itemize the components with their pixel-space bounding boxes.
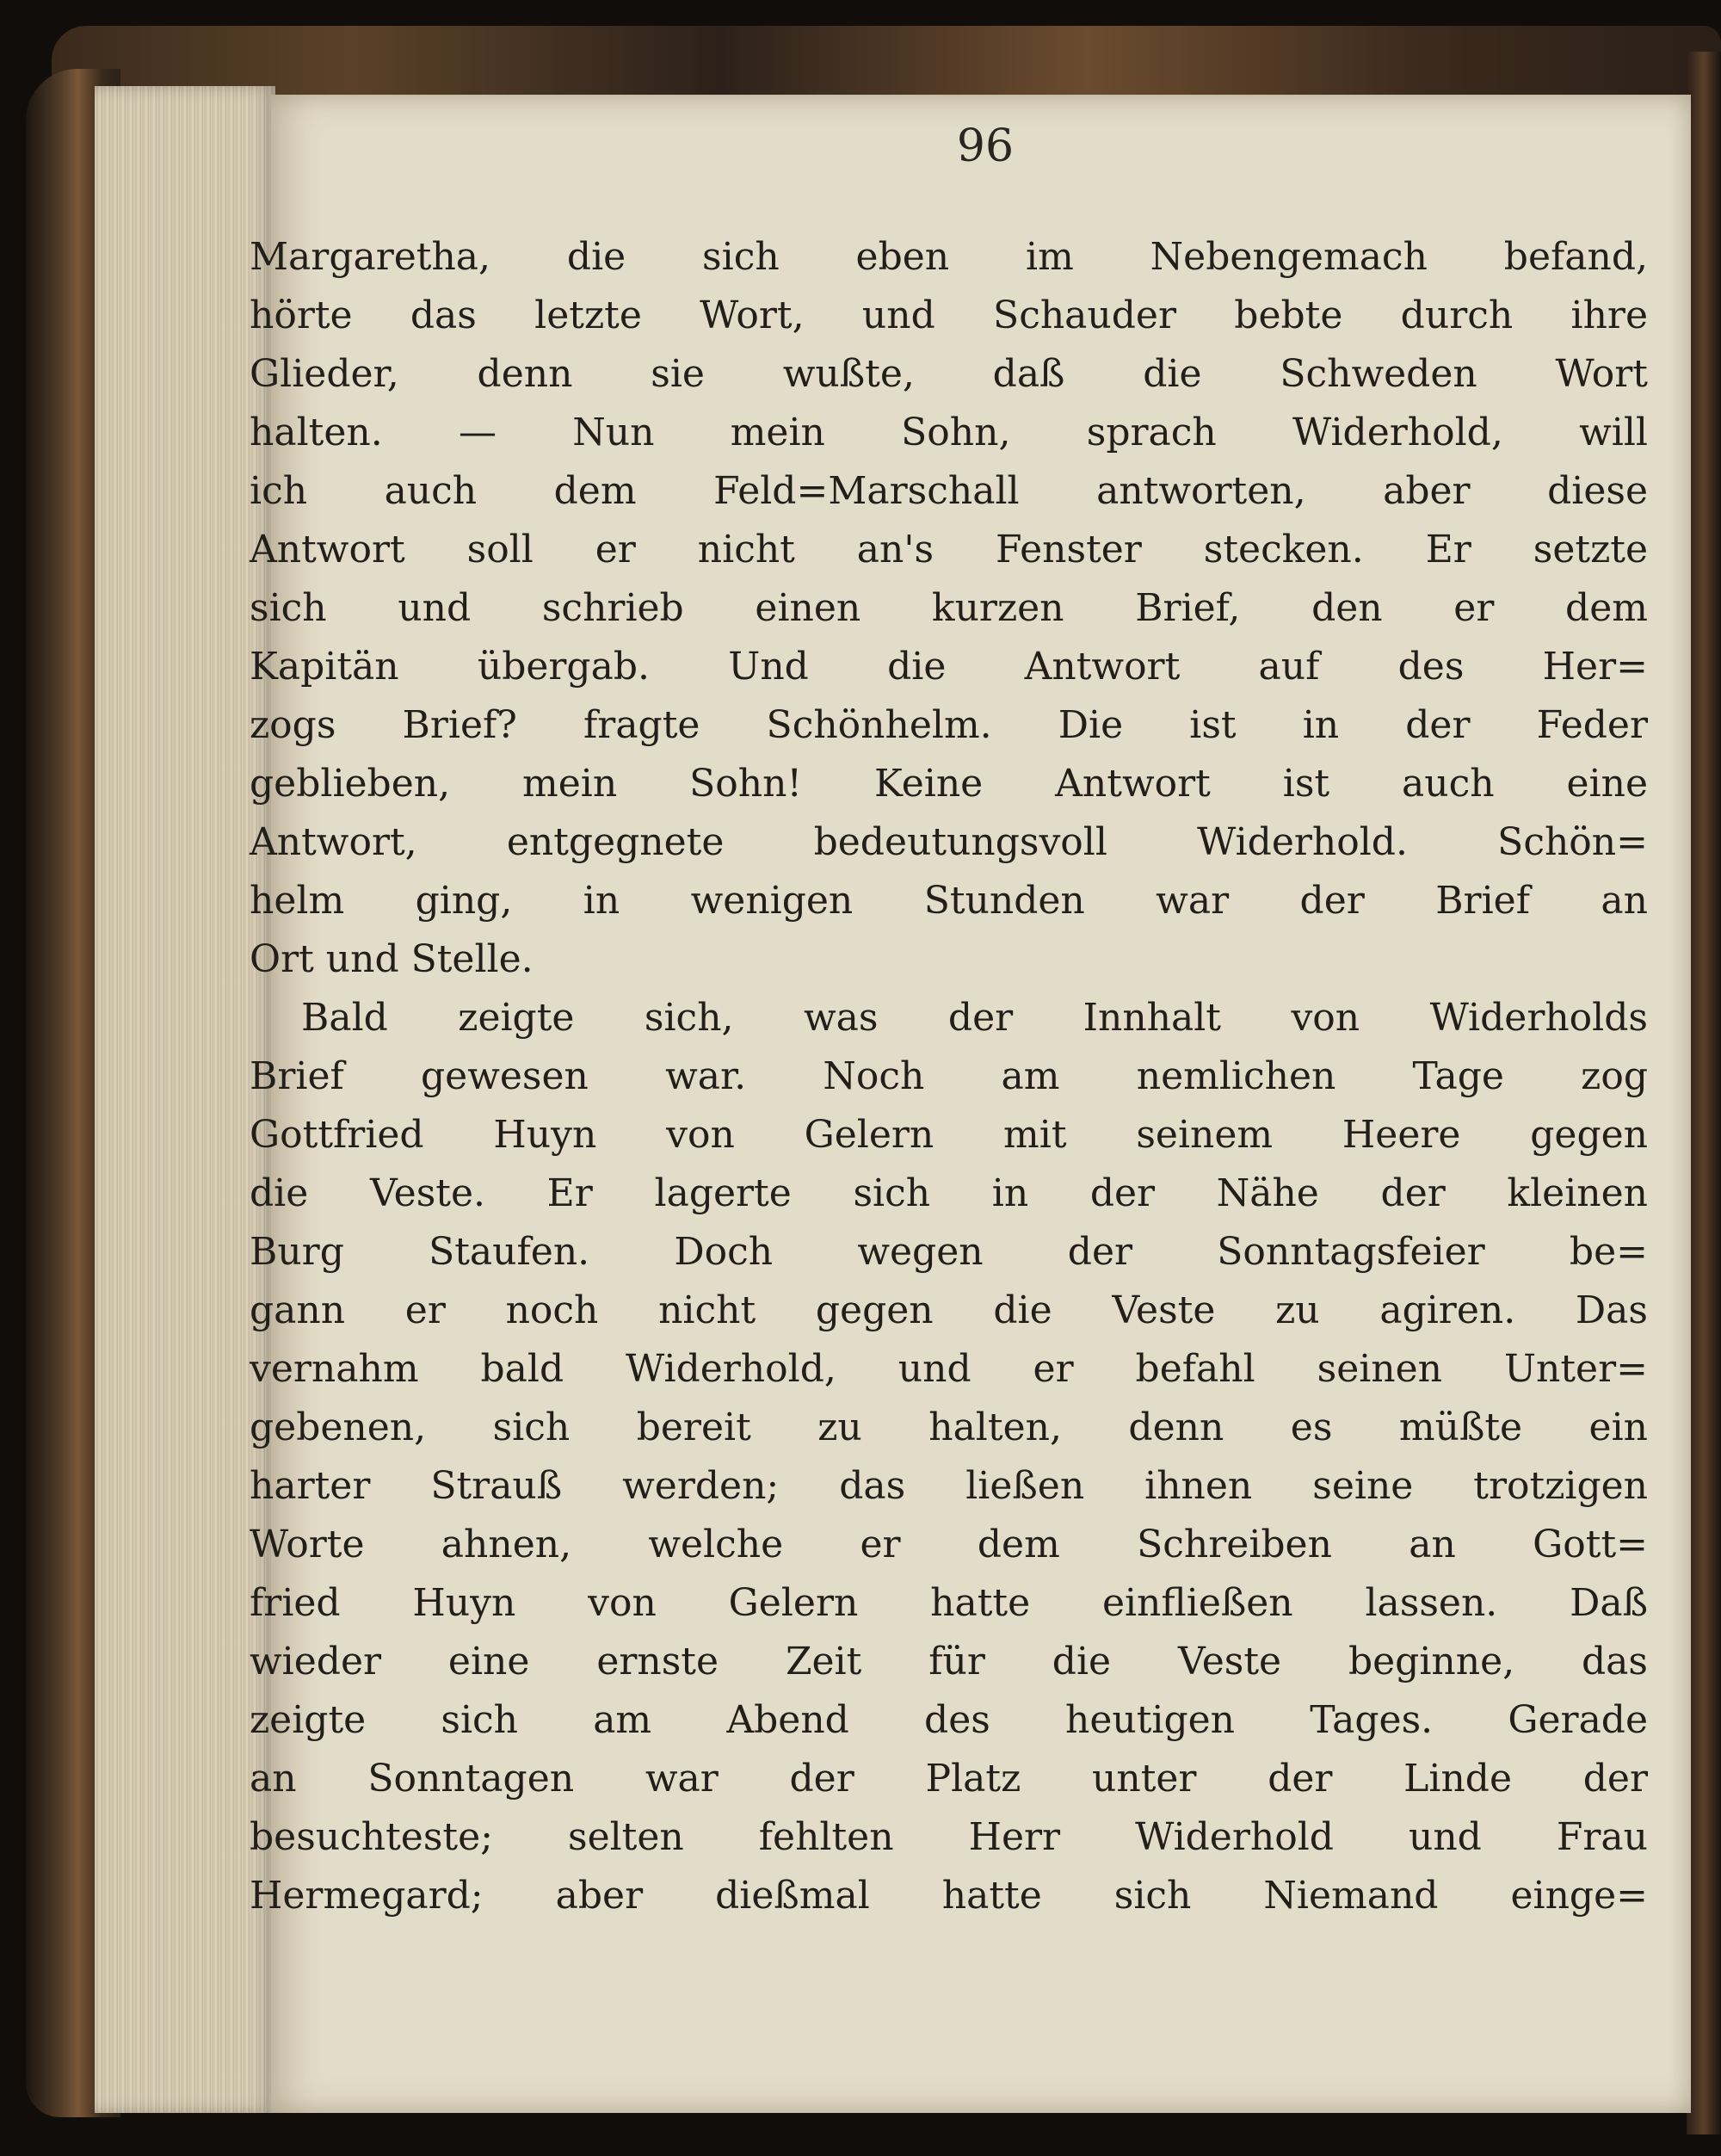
text-line: gebenen, sich bereit zu halten, denn es müßte ein — [250, 1405, 1648, 1449]
page-edges — [95, 86, 275, 2113]
text-line: Glieder, denn sie wußte, daß die Schweden Wort — [250, 352, 1648, 396]
text-line: die Veste. Er lagerte sich in der Nähe der kleinen — [250, 1171, 1648, 1215]
text-line: besuchteste; selten fehlten Herr Widerhold und Frau — [250, 1815, 1648, 1859]
text-line: ich auch dem Feld=Marschall antworten, aber diese — [250, 469, 1648, 513]
text-line: helm ging, in wenigen Stunden war der Brief an — [250, 879, 1648, 923]
text-line: Brief gewesen war. Noch am nemlichen Tage zog — [250, 1054, 1648, 1098]
text-line: Kapitän übergab. Und die Antwort auf des Her= — [250, 645, 1648, 689]
text-line: Gottfried Huyn von Gelern mit seinem Heere gegen — [250, 1113, 1648, 1157]
text-line: halten. — Nun mein Sohn, sprach Widerhold, will — [250, 411, 1648, 454]
text-line: Bald zeigte sich, was der Innhalt von Widerholds — [301, 996, 1648, 1040]
text-line: harter Strauß werden; das ließen ihnen seine trotzigen — [250, 1464, 1648, 1508]
text-line: Margaretha, die sich eben im Nebengemach befand, — [250, 235, 1648, 279]
text-line: sich und schrieb einen kurzen Brief, den er dem — [250, 586, 1648, 630]
text-line: zogs Brief? fragte Schönhelm. Die ist in der Feder — [250, 703, 1648, 747]
text-line: gann er noch nicht gegen die Veste zu agiren. Das — [250, 1288, 1648, 1332]
text-line: Ort und Stelle. — [250, 937, 534, 981]
text-line: an Sonntagen war der Platz unter der Linde der — [250, 1757, 1648, 1801]
book-cover-edge — [1687, 52, 1721, 2134]
page-number: 96 — [956, 120, 1015, 172]
text-line: hörte das letzte Wort, und Schauder bebte durch ihre — [250, 293, 1648, 337]
text-line: Hermegard; aber dießmal hatte sich Niemand einge= — [250, 1874, 1648, 1918]
text-line: geblieben, mein Sohn! Keine Antwort ist auch eine — [250, 762, 1648, 806]
page-text — [250, 228, 1648, 1925]
text-line: Antwort soll er nicht an's Fenster stecken. Er setzte — [250, 528, 1648, 571]
text-line: Antwort, entgegnete bedeutungsvoll Widerhold. Schön= — [250, 820, 1648, 864]
text-line: wieder eine ernste Zeit für die Veste beginne, das — [250, 1640, 1648, 1683]
text-line: Burg Staufen. Doch wegen der Sonntagsfeier be= — [250, 1230, 1648, 1274]
text-line: zeigte sich am Abend des heutigen Tages. Gerade — [250, 1698, 1648, 1742]
text-line: vernahm bald Widerhold, und er befahl seinen Unter= — [250, 1347, 1648, 1391]
text-line: fried Huyn von Gelern hatte einfließen lassen. Daß — [250, 1581, 1648, 1625]
text-line: Worte ahnen, welche er dem Schreiben an Gott= — [250, 1523, 1648, 1566]
